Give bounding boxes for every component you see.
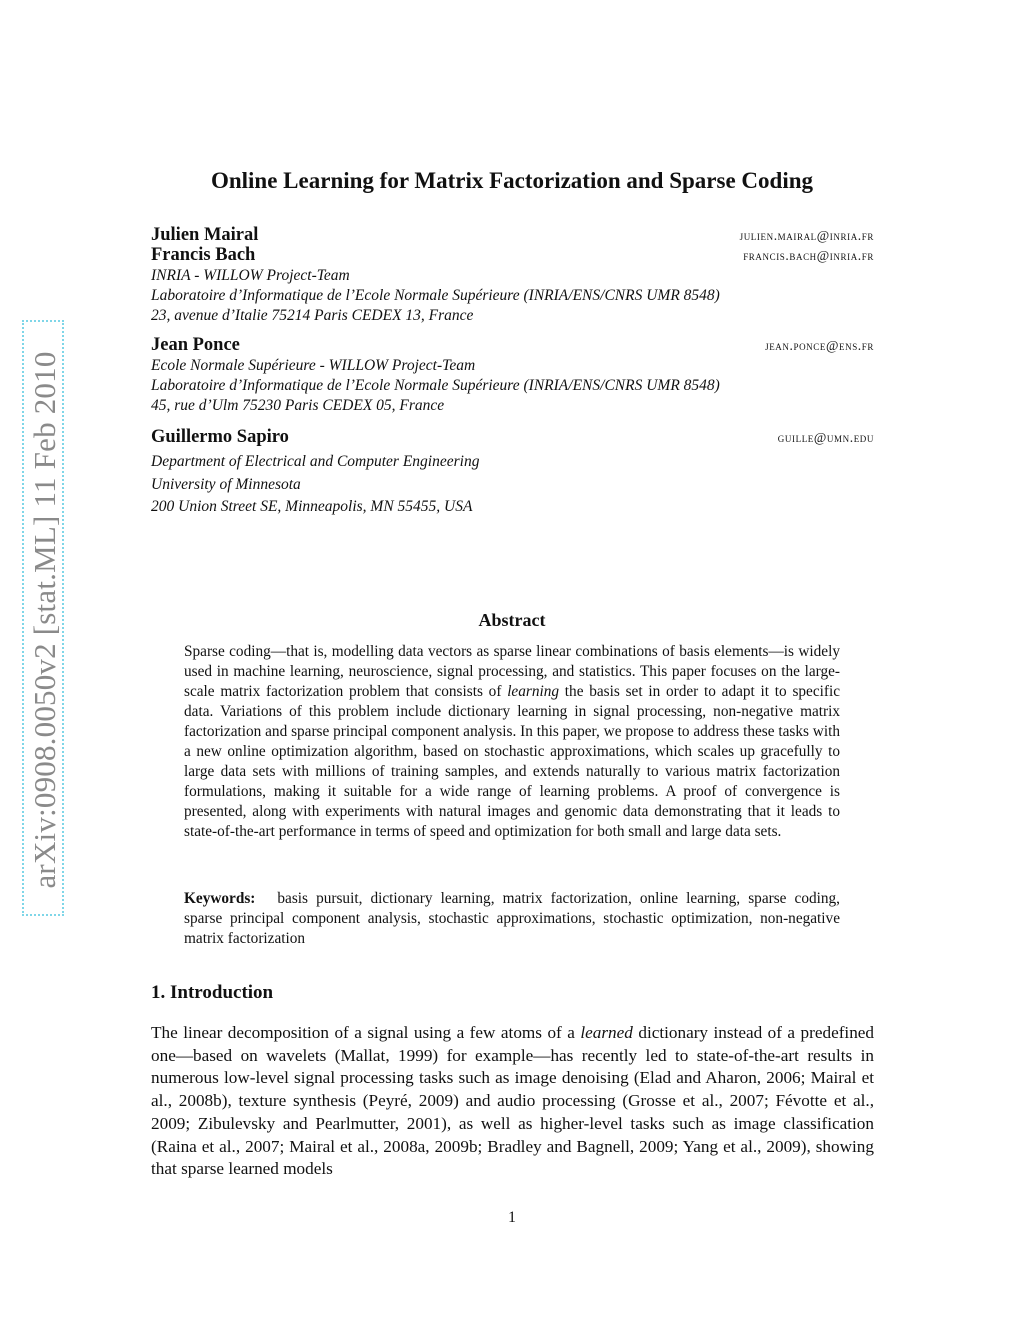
abstract-heading: Abstract (478, 610, 546, 630)
author-affiliation-line: Laboratoire d’Informatique de l’Ecole Normale Supérieure (INRIA/ENS/CNRS UMR 8548) (151, 377, 720, 394)
abstract-text (184, 642, 840, 842)
author-affiliation-line: Ecole Normale Supérieure - WILLOW Project-Team (151, 357, 476, 374)
keywords-label: Keywords: (184, 890, 256, 907)
author-block-bach (151, 245, 874, 326)
page-number: 1 (508, 1209, 516, 1226)
author-block-ponce (151, 335, 874, 416)
author-affiliation-line: University of Minnesota (151, 475, 301, 493)
author-name: Julien Mairal (151, 225, 259, 245)
keywords-text: basis pursuit, dictionary learning, matrix factorization, online learning, sparse coding, sparse principal component analysis, stochastic approximations, stochastic optimization, non-negative matrix factorization (184, 890, 840, 947)
introduction-text-part2: dictionary instead of a predefined one—based on wavelets (Mallat, 1999) for example—has recently led to state-of-the-art results in numerous low-level signal processing tasks such as image denoising (Elad and Aharon, 2006; Mairal et al., 2008b), texture synthesis (Peyré, 2009) and audio processing (Grosse et al., 2007; Févotte et al., 2009; Zibulevsky and Pearlmutter, 2001), as well as higher-level tasks such as image classification (Raina et al., 2007; Mairal et al., 2008a, 2009b; Bradley and Bagnell, 2009; Yang et al., 2009), showing that sparse learned models (151, 1023, 875, 1179)
abstract-text-part2: the basis set in order to adapt it to specific data. Variations of this problem include dictionary learning in signal processing, non-negative matrix factorization and sparse principal component analysis. In this paper, we propose to address these tasks with a new online optimization algorithm, based on stochastic approximations, which scales up gracefully to large data sets with millions of training samples, and extends naturally to various matrix factorization formulations, making it suitable for a wide range of learning problems. A proof of convergence is presented, along with experiments with natural images and genomic data demonstrating that it leads to state-of-the-art performance in terms of speed and optimization for both small and large data sets. (184, 683, 841, 840)
author-affiliation-line: Department of Electrical and Computer Engineering (151, 453, 480, 470)
author-affiliation-line: INRIA - WILLOW Project-Team (151, 267, 350, 284)
arxiv-identifier: arXiv:0908.0050v2 [stat.ML] 11 Feb 2010 (27, 351, 62, 889)
introduction-text-part1: The linear decomposition of a signal using a few atoms of a (151, 1023, 575, 1042)
author-block-mairal (151, 225, 874, 246)
author-email: guille@umn.edu (777, 430, 874, 445)
keywords (184, 889, 840, 949)
author-name: Guillermo Sapiro (151, 427, 289, 447)
author-name: Jean Ponce (151, 335, 240, 355)
paper-title: Online Learning for Matrix Factorization and Sparse Coding (210, 168, 814, 193)
author-email: francis.bach@inria.fr (743, 248, 874, 263)
author-affiliation-line: 45, rue d’Ulm 75230 Paris CEDEX 05, France (151, 397, 445, 414)
author-affiliation-line: 23, avenue d’Italie 75214 Paris CEDEX 13, France (151, 307, 474, 324)
author-affiliation-line: 200 Union Street SE, Minneapolis, MN 55455, USA (151, 498, 473, 515)
abstract-emphasis: learning (507, 683, 560, 700)
abstract-text-part1: Sparse coding—that is, modelling data vectors as sparse linear combinations of basis elements—is widely used in machine learning, neuroscience, signal processing, and statistics. This paper focuses on the large-scale matrix factorization problem that consists of (184, 643, 840, 700)
author-block-sapiro (151, 427, 874, 519)
author-email: jean.ponce@ens.fr (765, 338, 874, 353)
author-name: Francis Bach (151, 245, 256, 265)
author-email: julien.mairal@inria.fr (739, 228, 874, 243)
section-heading-introduction: 1. Introduction (151, 982, 274, 1003)
introduction-text (151, 1022, 874, 1181)
introduction-emphasis: learned (580, 1023, 633, 1042)
author-affiliation-line: Laboratoire d’Informatique de l’Ecole Normale Supérieure (INRIA/ENS/CNRS UMR 8548) (151, 287, 720, 304)
